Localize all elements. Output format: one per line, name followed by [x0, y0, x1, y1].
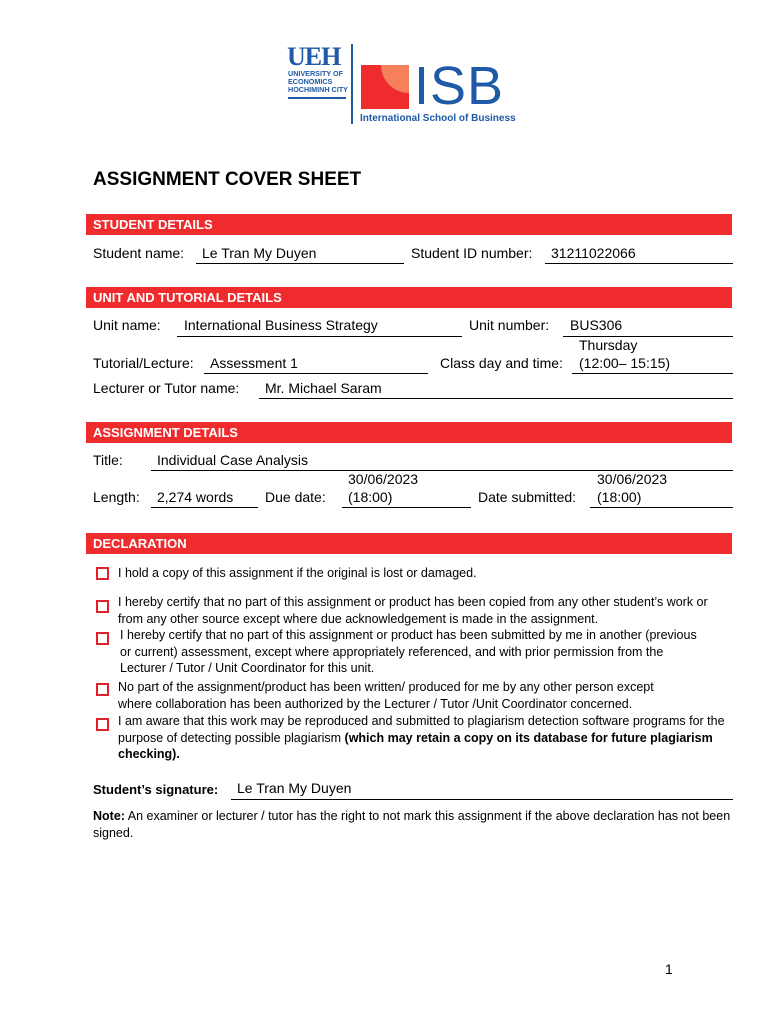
length-label: Length:	[93, 489, 140, 505]
ueh-logo-line-1: UNIVERSITY OF	[288, 69, 343, 78]
isb-logo-subtitle: International School of Business	[360, 113, 516, 124]
due-date-underline	[342, 507, 471, 508]
student-details-header: STUDENT DETAILS	[86, 214, 732, 235]
student-id-label: Student ID number:	[411, 245, 533, 261]
unit-number-value: BUS306	[570, 317, 623, 333]
date-submitted-value: 30/06/2023	[597, 471, 668, 487]
student-name-underline	[196, 263, 404, 264]
length-underline	[151, 507, 258, 508]
assignment-title-label: Title:	[93, 452, 123, 468]
class-time-value: (12:00– 15:15)	[579, 355, 671, 371]
declaration-checkbox-2[interactable]	[96, 600, 109, 613]
unit-name-underline	[177, 336, 462, 337]
time-submitted-value: (18:00)	[597, 489, 642, 505]
note	[93, 808, 733, 841]
declaration-checkbox-3[interactable]	[96, 632, 109, 645]
assignment-details-header: ASSIGNMENT DETAILS	[86, 422, 732, 443]
ueh-logo-line-2: ECONOMICS	[288, 77, 333, 86]
ueh-logo-underline	[288, 97, 346, 99]
declaration-checkbox-1[interactable]	[96, 567, 109, 580]
isb-logo-mark-icon	[361, 65, 409, 109]
unit-name-value: International Business Strategy	[184, 317, 378, 333]
tutorial-underline	[204, 373, 428, 374]
declaration-text-3: I hereby certify that no part of this assignment or product has been submitted by me in another (previous or current) assessment, except where appropriately referenced, and with prior permission from the Lecturer / Tutor / Unit Coordinator for this unit.	[120, 628, 697, 675]
length-value: 2,274 words	[157, 489, 234, 505]
page-title: ASSIGNMENT COVER SHEET	[93, 169, 362, 190]
lecturer-underline	[259, 398, 733, 399]
declaration-text-5	[118, 713, 730, 763]
note-text: An examiner or lecturer / tutor has the right to not mark this assignment if the above declaration has not been signed.	[93, 809, 731, 840]
student-id-value: 31211022066	[551, 245, 636, 261]
unit-details-header: UNIT AND TUTORIAL DETAILS	[86, 287, 732, 308]
declaration-checkbox-4[interactable]	[96, 683, 109, 696]
student-id-underline	[545, 263, 733, 264]
assignment-title-value: Individual Case Analysis	[157, 452, 308, 468]
unit-number-label: Unit number:	[469, 317, 550, 333]
signature-label: Student’s signature:	[93, 782, 219, 797]
logo-divider	[351, 44, 353, 124]
declaration-text-5-bold: (which may retain a copy on its database for future plagiarism checking).	[118, 730, 713, 761]
class-day-time-label: Class day and time:	[440, 355, 563, 371]
tutorial-value: Assessment 1	[210, 355, 298, 371]
due-date-label: Due date:	[265, 489, 326, 505]
isb-logo-text: ISB	[414, 56, 505, 116]
declaration-header: DECLARATION	[86, 533, 732, 554]
note-label: Note:	[93, 809, 125, 823]
declaration-text-4: No part of the assignment/product has been written/ produced for me by any other person except where collaboration has been authorized by the Lecturer / Tutor /Unit Coordinator concerned.	[118, 680, 654, 711]
tutorial-label: Tutorial/Lecture:	[93, 355, 194, 371]
declaration-text-5-plain: I am aware that this work may be reproduced and submitted to plagiarism detection software programs for the purpose of detecting possible plagiarism	[118, 714, 725, 745]
ueh-logo-line-3: HOCHIMINH CITY	[288, 85, 348, 94]
student-name-label: Student name:	[93, 245, 185, 261]
declaration-checkbox-5[interactable]	[96, 718, 109, 731]
due-date-value: 30/06/2023	[348, 471, 419, 487]
date-submitted-label: Date submitted:	[478, 489, 577, 505]
signature-value: Le Tran My Duyen	[237, 780, 352, 796]
page-number: 1	[665, 961, 673, 977]
class-day-time-underline	[572, 373, 733, 374]
signature-underline	[231, 799, 733, 800]
student-name-value: Le Tran My Duyen	[202, 245, 317, 261]
declaration-text-1: I hold a copy of this assignment if the original is lost or damaged.	[118, 566, 477, 580]
declaration-text-2: I hereby certify that no part of this assignment or product has been copied from any other student’s work or from any other source except where due acknowledgement is made in the assignment.	[118, 595, 708, 626]
unit-name-label: Unit name:	[93, 317, 161, 333]
lecturer-value: Mr. Michael Saram	[265, 380, 382, 396]
ueh-logo-text: UEH	[287, 42, 341, 71]
due-time-value: (18:00)	[348, 489, 393, 505]
class-day-value: Thursday	[579, 337, 638, 353]
lecturer-label: Lecturer or Tutor name:	[93, 380, 240, 396]
date-submitted-underline	[590, 507, 733, 508]
